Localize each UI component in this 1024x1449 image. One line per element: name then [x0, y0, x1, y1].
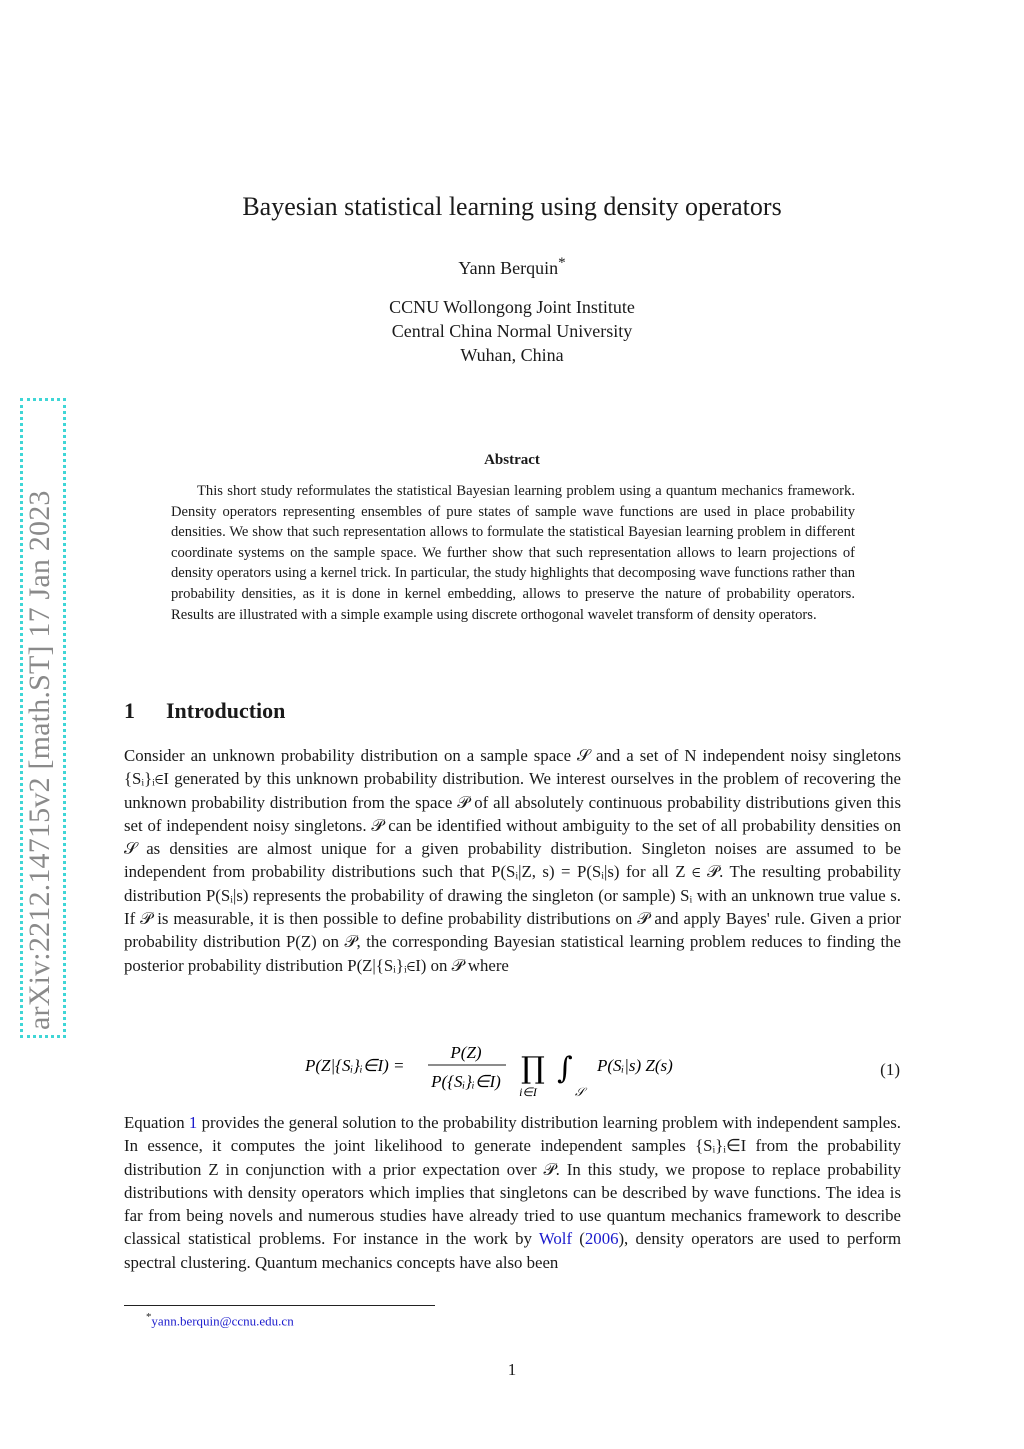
- author-footnote-mark[interactable]: *: [558, 255, 566, 271]
- footnote-divider: [124, 1305, 435, 1306]
- author-line: [0, 255, 1024, 279]
- paragraph-text: provides the general solution to the probability distribution learning problem with independent samples. In essence, it computes the joint likelihood to generate independent samples {Sᵢ}ᵢ∈I from the probability distribution Z in conjunction with a prior expectation over 𝒫. In this study, we propose to replace probability distributions with density operators which implies that singletons can be described by wave functions. The idea is far from being novels and numerous studies have already tried to use quantum mechanics framework to describe classical statistical problems. For instance in the work by: [124, 1113, 901, 1249]
- equation-1: [300, 1040, 900, 1100]
- equation-integrand: P(Sᵢ|s) Z(s): [597, 1056, 673, 1075]
- equation-reference-link[interactable]: 1: [188, 1113, 198, 1132]
- affiliation: [0, 295, 1024, 367]
- citation-author-link[interactable]: Wolf: [538, 1229, 573, 1249]
- integral-subscript: 𝒮: [575, 1085, 585, 1099]
- affiliation-line: CCNU Wollongong Joint Institute: [389, 297, 635, 317]
- section-number: 1: [124, 698, 135, 723]
- intro-paragraph-2: [124, 1111, 901, 1274]
- affiliation-line: Wuhan, China: [460, 345, 564, 365]
- paragraph-text: Equation: [124, 1113, 189, 1132]
- product-subscript: i∈I: [519, 1085, 537, 1099]
- citation-bracket: (: [572, 1229, 585, 1249]
- abstract-text: This short study reformulates the statistical Bayesian learning problem using a quantum mechanics framework. Density operators representing ensembles of pure states of sample wave functions are used in place probability densities. We show that such representation allows to formulate the statistical Bayesian learning problem in different coordinate systems on the sample space. We further show that such representation allows to learn projections of density operators using a kernel trick. In particular, the study highlights that decomposing wave functions rather than probability densities, as it is done in kernel embedding, allows to preserve the nature of probability operators. Results are illustrated with a simple example using discrete orthogonal wavelet transform of density operators.: [171, 483, 855, 623]
- citation-year-link[interactable]: 2006: [584, 1229, 619, 1249]
- equation-numerator: P(Z): [450, 1043, 482, 1062]
- page-number: 1: [507, 1360, 517, 1379]
- arxiv-identifier[interactable]: arXiv:2212.14715v2 [math.ST] 17 Jan 2023: [23, 490, 56, 1030]
- intro-paragraph-1: Consider an unknown probability distribution on a sample space 𝒮 and a set of N independent noisy singletons {Sᵢ}ᵢ∈I generated by this unknown probability distribution. We interest ourselves in the problem of recovering the unknown probability distribution from the space 𝒫 of all absolutely continuous probability distributions given this set of independent noisy singletons. 𝒫 can be identified without ambiguity to the set of all probability densities on 𝒮 as densities are almost unique for a given probability distribution. Singleton noises are assumed to be independent from probability distributions such that P(Sᵢ|Z, s) = P(Sᵢ|s) for all Z ∈ 𝒫. The resulting probability distribution P(Sᵢ|s) represents the probability of drawing the singleton (or sample) Sᵢ with an unknown true value s. If 𝒫 is measurable, it is then possible to define probability distributions on 𝒫 and apply Bayes' rule. Given a prior probability distribution P(Z) on 𝒫, the corresponding Bayesian statistical learning problem reduces to finding the posterior probability distribution P(Z|{Sᵢ}ᵢ∈I) on 𝒫 where: [124, 746, 901, 975]
- section-title: Introduction: [166, 698, 286, 723]
- product-symbol: ∏: [521, 1051, 545, 1086]
- affiliation-line: Central China Normal University: [391, 321, 633, 341]
- equation-denominator: P({Sᵢ}ᵢ∈I): [431, 1072, 501, 1091]
- paper-title: Bayesian statistical learning using density operators: [242, 192, 782, 221]
- equation-body: [300, 1040, 720, 1105]
- footnote-mark: *: [146, 1311, 152, 1323]
- footnote-email-link[interactable]: yann.berquin@ccnu.edu.cn: [151, 1313, 294, 1329]
- equation-lhs: P(Z|{Sᵢ}ᵢ∈I) =: [305, 1056, 405, 1075]
- equation-number: (1): [880, 1060, 900, 1079]
- footnote: [146, 1311, 294, 1329]
- paragraph-text: ), density operators are used to perform spectral clustering. Quantum mechanics concepts have also been: [124, 1229, 901, 1272]
- equation-svg: [300, 1040, 720, 1100]
- abstract-heading: Abstract: [484, 452, 540, 468]
- integral-symbol: ∫: [557, 1051, 573, 1086]
- author-name: Yann Berquin: [458, 258, 559, 278]
- section-heading: [124, 698, 285, 724]
